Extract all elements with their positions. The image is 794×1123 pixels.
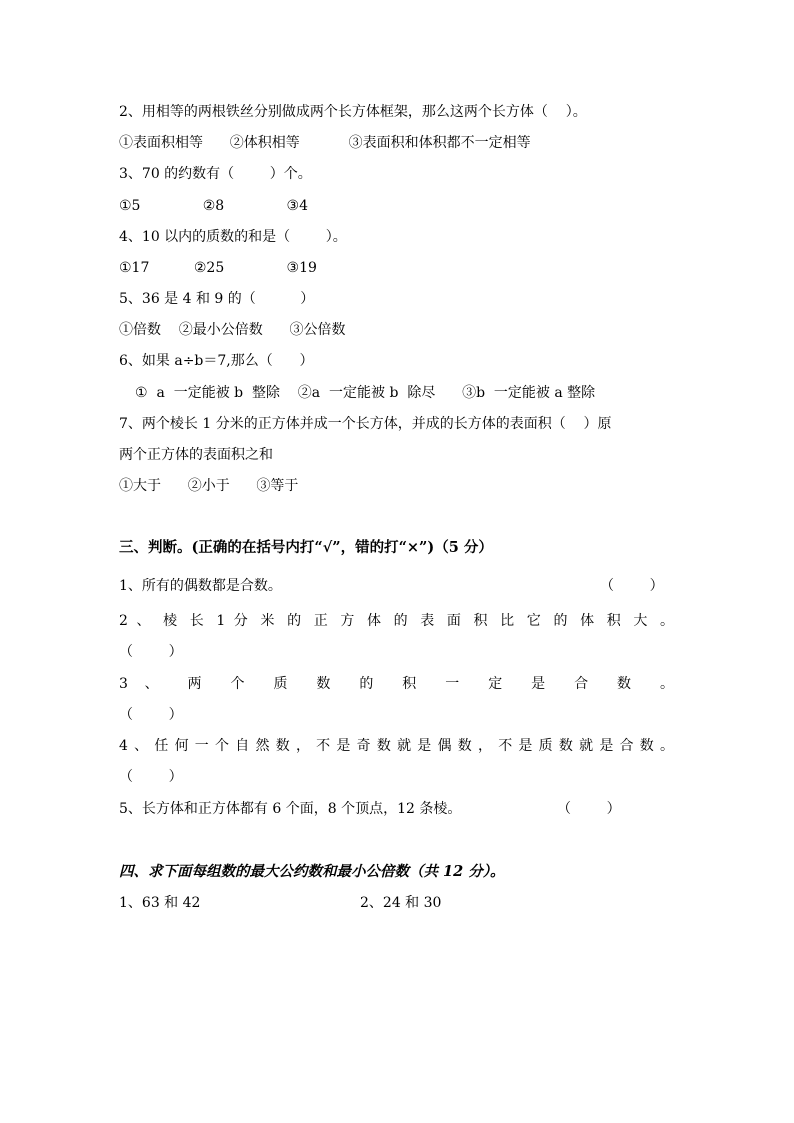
question-2-options: ①表面积相等 ②体积相等 ③表面积和体积都不一定相等 — [119, 135, 531, 151]
problem-2: 2、24 和 30 — [360, 895, 442, 911]
judgement-1: 1、所有的偶数都是合数。 — [119, 578, 282, 594]
question-3: 3、70 的约数有（ ）个。 — [119, 166, 312, 182]
judgement-3: 3 、 两 个 质 数 的 积 一 定 是 合 数 。 — [119, 676, 674, 692]
question-5-options: ①倍数 ②最小公倍数 ③公倍数 — [119, 322, 346, 338]
question-5: 5、36 是 4 和 9 的（ ） — [119, 291, 315, 307]
judgement-2: 2 、 棱 长 1 分 米 的 正 方 体 的 表 面 积 比 它 的 体 积 大 。 — [119, 613, 674, 629]
question-4-options: ①17 ②25 ③19 — [119, 260, 317, 276]
question-6-options: ① a 一定能被 b 整除 ②a 一定能被 b 除尽 ③b 一定能被 a 整除 — [135, 385, 596, 401]
judgement-4-answer-blank[interactable]: （ ） — [119, 769, 183, 785]
question-7-line-2: 两个正方体的表面积之和 — [119, 447, 273, 463]
judgement-5-answer-blank[interactable]: （ ） — [557, 801, 621, 817]
section-3-heading: 三、判断。(正确的在括号内打“√”，错的打“×”)（5 分） — [119, 539, 493, 556]
problem-1: 1、63 和 42 — [119, 895, 201, 911]
question-2: 2、用相等的两根铁丝分别做成两个长方体框架，那么这两个长方体（ ）。 — [119, 104, 587, 120]
judgement-4: 4、任何一个自然数，不是奇数就是偶数，不是质数就是合数。 — [119, 738, 674, 754]
judgement-1-answer-blank[interactable]: （ ） — [600, 578, 664, 594]
judgement-5: 5、长方体和正方体都有 6 个面，8 个顶点，12 条棱。 — [119, 801, 462, 817]
question-7-options: ①大于 ②小于 ③等于 — [119, 478, 299, 494]
question-4: 4、10 以内的质数的和是（ ）。 — [119, 229, 347, 245]
section-4-heading: 四、求下面每组数的最大公约数和最小公倍数（共 12 分）。 — [119, 863, 505, 880]
judgement-3-answer-blank[interactable]: （ ） — [119, 707, 183, 723]
judgement-2-answer-blank[interactable]: （ ） — [119, 644, 183, 660]
question-6: 6、如果 a÷b＝7,那么（ ） — [119, 353, 314, 369]
question-7-line-1: 7、两个棱长 1 分米的正方体并成一个长方体，并成的长方体的表面积（ ）原 — [119, 416, 612, 432]
question-3-options: ①5 ②8 ③4 — [119, 198, 308, 214]
